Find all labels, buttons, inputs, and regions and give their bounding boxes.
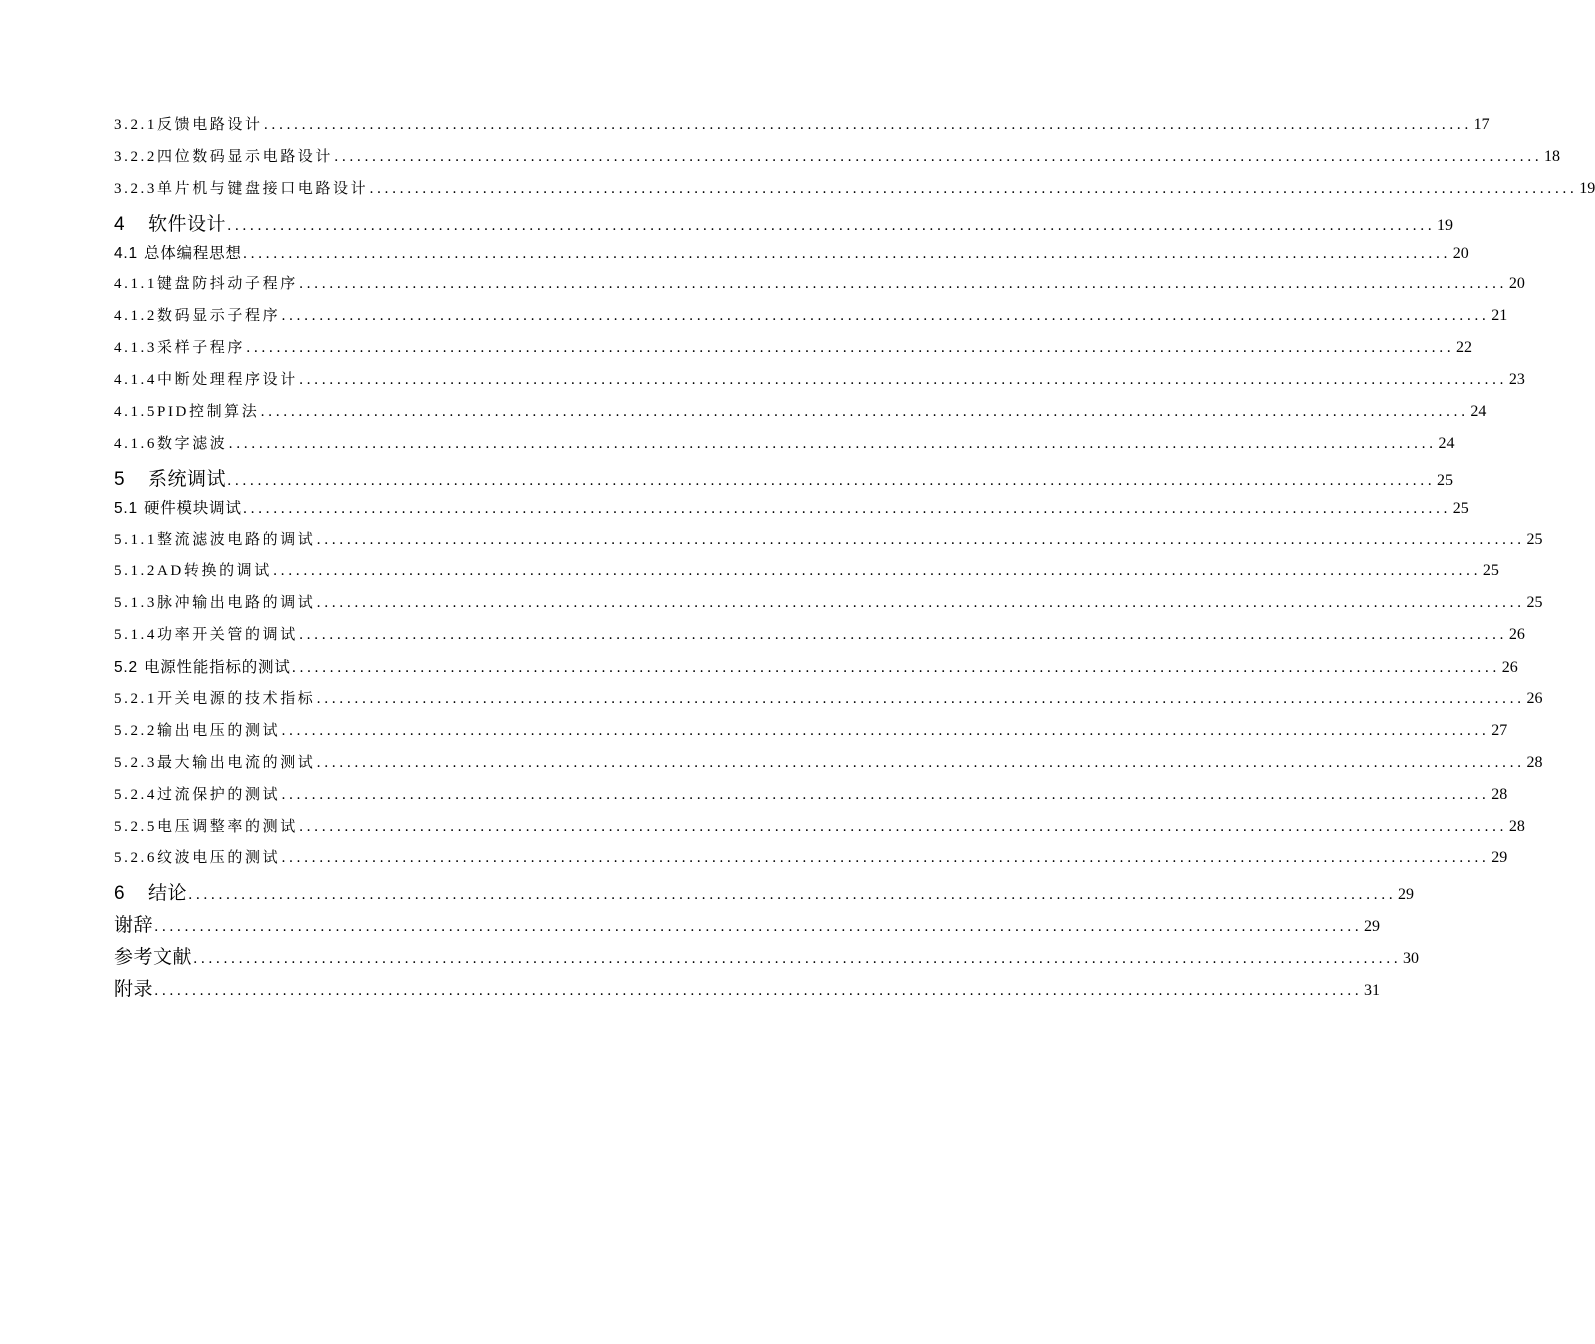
toc-entry-title: 电源性能指标的测试 bbox=[143, 659, 291, 677]
toc-entry-number: 5.2.1 bbox=[114, 691, 157, 708]
toc-entry-page: 25 bbox=[1482, 562, 1499, 580]
table-of-contents bbox=[114, 113, 1595, 1006]
toc-entry[interactable] bbox=[114, 878, 1415, 910]
toc-entry-label bbox=[114, 591, 316, 612]
toc-entry[interactable] bbox=[114, 783, 1508, 815]
toc-entry-number: 4.1.6 bbox=[114, 435, 157, 452]
toc-entry-page: 24 bbox=[1470, 403, 1487, 421]
toc-entry-label bbox=[114, 846, 281, 867]
toc-entry-title: 总体编程思想 bbox=[143, 244, 242, 262]
toc-entry[interactable] bbox=[114, 145, 1561, 177]
toc-entry-number: 4 bbox=[114, 213, 126, 235]
toc-leader-dots: ................................................................................................................................................................ bbox=[228, 435, 1437, 452]
toc-leader-dots: ................................................................................................................................................................ bbox=[316, 691, 1525, 708]
toc-leader-dots: ................................................................................................................................................................ bbox=[193, 951, 1402, 968]
toc-entry-label bbox=[114, 432, 228, 453]
toc-entry-title: 脉冲输出电路的调试 bbox=[157, 595, 316, 612]
toc-entry-page: 28 bbox=[1491, 785, 1508, 803]
toc-entry-page: 17 bbox=[1473, 116, 1490, 133]
toc-entry-page: 20 bbox=[1452, 244, 1469, 262]
toc-entry-page: 31 bbox=[1364, 982, 1381, 1000]
toc-entry[interactable] bbox=[114, 464, 1454, 496]
toc-entry-number: 4.1.3 bbox=[114, 340, 157, 357]
toc-entry-label bbox=[114, 719, 281, 740]
toc-entry-label bbox=[114, 528, 316, 549]
toc-entry[interactable] bbox=[114, 815, 1525, 847]
toc-entry-title: 参考文献 bbox=[114, 947, 193, 969]
toc-entry-number: 5.2.3 bbox=[114, 754, 157, 771]
toc-entry-label bbox=[114, 336, 246, 357]
toc-entry-number: 3.2.3 bbox=[114, 180, 157, 197]
toc-leader-dots: ................................................................................................................................................................ bbox=[281, 308, 1490, 325]
toc-entry-label bbox=[114, 272, 299, 293]
toc-entry-number: 5.2.2 bbox=[114, 722, 157, 739]
toc-entry-page: 28 bbox=[1508, 817, 1525, 835]
toc-entry[interactable] bbox=[114, 368, 1525, 400]
toc-entry-title: 中断处理程序设计 bbox=[157, 372, 298, 389]
toc-entry-number: 4.1.4 bbox=[114, 372, 157, 389]
toc-leader-dots: ................................................................................................................................................................ bbox=[316, 754, 1525, 771]
toc-leader-dots: ................................................................................................................................................................ bbox=[281, 850, 1490, 867]
toc-entry[interactable] bbox=[114, 177, 1595, 209]
toc-entry-page: 20 bbox=[1508, 275, 1525, 293]
toc-entry[interactable] bbox=[114, 209, 1454, 241]
toc-entry-number: 5.1 bbox=[114, 499, 138, 517]
toc-entry-page: 29 bbox=[1491, 849, 1508, 867]
toc-entry-label bbox=[114, 145, 334, 166]
toc-entry-number: 4.1.5 bbox=[114, 404, 157, 421]
toc-entry-label bbox=[114, 974, 154, 1001]
toc-entry-title: 软件设计 bbox=[148, 213, 227, 235]
toc-leader-dots: ................................................................................................................................................................ bbox=[298, 818, 1507, 835]
toc-entry-title: 反馈电路设计 bbox=[157, 117, 263, 133]
toc-leader-dots: ................................................................................................................................................................ bbox=[369, 180, 1578, 197]
toc-entry[interactable] bbox=[114, 241, 1469, 273]
toc-entry[interactable] bbox=[114, 655, 1518, 687]
toc-entry-page: 28 bbox=[1526, 753, 1543, 771]
toc-entry-title: 附录 bbox=[114, 979, 154, 1001]
toc-entry-title: 采样子程序 bbox=[157, 340, 246, 357]
toc-entry-page: 27 bbox=[1491, 721, 1508, 739]
toc-leader-dots: ................................................................................................................................................................ bbox=[154, 919, 1363, 936]
toc-entry-label bbox=[114, 655, 292, 677]
toc-entry[interactable] bbox=[114, 559, 1499, 591]
toc-entry-page: 26 bbox=[1501, 659, 1518, 677]
toc-entry[interactable] bbox=[114, 336, 1473, 368]
toc-entry[interactable] bbox=[114, 272, 1525, 304]
toc-leader-dots: ................................................................................................................................................................ bbox=[246, 340, 1455, 357]
toc-entry-label bbox=[114, 783, 281, 804]
toc-entry-title: 单片机与键盘接口电路设计 bbox=[157, 180, 369, 197]
toc-leader-dots: ................................................................................................................................................................ bbox=[334, 148, 1543, 165]
toc-entry-number: 5.2.6 bbox=[114, 850, 157, 867]
toc-entry-label bbox=[114, 304, 281, 325]
toc-leader-dots: ................................................................................................................................................................ bbox=[281, 786, 1490, 803]
toc-entry-page: 25 bbox=[1437, 471, 1454, 489]
toc-entry-number: 3.2.1 bbox=[114, 117, 157, 133]
toc-entry-title: 四位数码显示电路设计 bbox=[157, 148, 334, 165]
toc-entry-number: 4.1.2 bbox=[114, 308, 157, 325]
toc-entry[interactable] bbox=[114, 591, 1543, 623]
toc-leader-dots: ................................................................................................................................................................ bbox=[298, 276, 1507, 293]
toc-entry-label bbox=[114, 910, 154, 937]
toc-leader-dots: ................................................................................................................................................................ bbox=[154, 983, 1363, 1000]
toc-entry-page: 25 bbox=[1452, 499, 1469, 517]
toc-entry-title: 硬件模块调试 bbox=[143, 499, 242, 517]
toc-entry-number: 5.1.4 bbox=[114, 627, 157, 644]
toc-entry[interactable] bbox=[114, 846, 1508, 878]
toc-leader-dots: ................................................................................................................................................................ bbox=[316, 531, 1525, 548]
toc-entry-label bbox=[114, 623, 299, 644]
toc-entry-number: 5.1.2 bbox=[114, 563, 157, 580]
toc-entry-label bbox=[114, 241, 243, 263]
toc-entry[interactable] bbox=[114, 496, 1469, 528]
toc-entry[interactable] bbox=[114, 974, 1381, 1006]
toc-entry[interactable] bbox=[114, 719, 1508, 751]
toc-leader-dots: ................................................................................................................................................................ bbox=[242, 245, 1451, 262]
toc-leader-dots: ................................................................................................................................................................ bbox=[227, 472, 1436, 489]
toc-entry-title: 数码显示子程序 bbox=[157, 308, 281, 325]
toc-entry-title: 电压调整率的测试 bbox=[157, 818, 298, 835]
toc-entry[interactable] bbox=[114, 623, 1525, 655]
toc-entry-label bbox=[114, 177, 369, 198]
toc-entry-page: 26 bbox=[1526, 690, 1543, 708]
toc-entry-page: 30 bbox=[1403, 950, 1420, 968]
toc-entry-page: 29 bbox=[1398, 886, 1415, 904]
toc-entry-title: 结论 bbox=[148, 883, 188, 905]
toc-entry-number: 4.1 bbox=[114, 244, 138, 262]
toc-entry-page: 25 bbox=[1526, 530, 1543, 548]
toc-entry-label bbox=[114, 942, 193, 969]
toc-entry-label bbox=[114, 687, 316, 708]
toc-entry[interactable] bbox=[114, 400, 1487, 432]
toc-entry-number: 6 bbox=[114, 883, 126, 905]
toc-entry-number: 5.2.5 bbox=[114, 818, 157, 835]
toc-entry-number: 3.2.2 bbox=[114, 148, 157, 165]
toc-entry-title: 开关电源的技术指标 bbox=[157, 691, 316, 708]
toc-entry-number: 5.1.1 bbox=[114, 531, 157, 548]
toc-entry-page: 23 bbox=[1508, 371, 1525, 389]
toc-entry[interactable] bbox=[114, 910, 1381, 942]
toc-entry-label bbox=[114, 559, 273, 580]
toc-entry-page: 24 bbox=[1438, 434, 1455, 452]
toc-entry-page: 19 bbox=[1579, 179, 1595, 197]
toc-entry-title: 最大输出电流的测试 bbox=[157, 754, 316, 771]
toc-entry-number: 5 bbox=[114, 468, 126, 490]
toc-entry-label bbox=[114, 400, 260, 421]
toc-entry-label bbox=[114, 113, 264, 134]
toc-leader-dots: ................................................................................................................................................................ bbox=[272, 563, 1481, 580]
toc-leader-dots: ................................................................................................................................................................ bbox=[298, 627, 1507, 644]
toc-entry-page: 18 bbox=[1544, 147, 1561, 165]
toc-entry[interactable] bbox=[114, 687, 1543, 719]
toc-entry[interactable] bbox=[114, 751, 1543, 783]
toc-entry[interactable] bbox=[114, 113, 1490, 145]
toc-entry-number: 5.2.4 bbox=[114, 786, 157, 803]
toc-entry-page: 29 bbox=[1364, 918, 1381, 936]
toc-entry-page: 26 bbox=[1508, 626, 1525, 644]
toc-entry[interactable] bbox=[114, 304, 1508, 336]
toc-entry-title: AD转换的调试 bbox=[157, 563, 272, 580]
toc-leader-dots: ................................................................................................................................................................ bbox=[263, 117, 1472, 133]
toc-leader-dots: ................................................................................................................................................................ bbox=[260, 404, 1469, 421]
toc-entry-title: 系统调试 bbox=[148, 468, 227, 490]
toc-entry-title: 纹波电压的测试 bbox=[157, 850, 281, 867]
toc-entry-number: 4.1.1 bbox=[114, 276, 157, 293]
toc-entry-label bbox=[114, 815, 299, 836]
toc-leader-dots: ................................................................................................................................................................ bbox=[291, 660, 1500, 677]
toc-entry-page: 19 bbox=[1437, 216, 1454, 234]
toc-entry-title: PID控制算法 bbox=[157, 404, 260, 421]
toc-leader-dots: ................................................................................................................................................................ bbox=[188, 887, 1397, 904]
toc-entry-title: 输出电压的测试 bbox=[157, 722, 281, 739]
toc-entry-label bbox=[114, 751, 316, 772]
toc-entry-label bbox=[114, 368, 299, 389]
toc-entry-page: 22 bbox=[1456, 339, 1473, 357]
toc-entry-title: 数字滤波 bbox=[157, 435, 228, 452]
toc-entry[interactable] bbox=[114, 528, 1543, 560]
toc-entry-page: 21 bbox=[1491, 307, 1508, 325]
toc-entry-label bbox=[114, 878, 188, 905]
toc-entry[interactable] bbox=[114, 942, 1420, 974]
toc-leader-dots: ................................................................................................................................................................ bbox=[281, 722, 1490, 739]
toc-entry[interactable] bbox=[114, 432, 1455, 464]
toc-entry-label bbox=[114, 496, 243, 518]
toc-entry-title: 谢辞 bbox=[114, 915, 154, 937]
toc-entry-page: 25 bbox=[1526, 594, 1543, 612]
toc-leader-dots: ................................................................................................................................................................ bbox=[227, 217, 1436, 234]
toc-entry-label bbox=[114, 209, 227, 236]
toc-leader-dots: ................................................................................................................................................................ bbox=[242, 500, 1451, 517]
toc-leader-dots: ................................................................................................................................................................ bbox=[316, 595, 1525, 612]
toc-entry-number: 5.2 bbox=[114, 659, 138, 677]
toc-leader-dots: ................................................................................................................................................................ bbox=[298, 372, 1507, 389]
toc-entry-title: 键盘防抖动子程序 bbox=[157, 276, 298, 293]
toc-entry-label bbox=[114, 464, 227, 491]
toc-entry-number: 5.1.3 bbox=[114, 595, 157, 612]
toc-entry-title: 整流滤波电路的调试 bbox=[157, 531, 316, 548]
toc-entry-title: 功率开关管的调试 bbox=[157, 627, 298, 644]
toc-entry-title: 过流保护的测试 bbox=[157, 786, 281, 803]
